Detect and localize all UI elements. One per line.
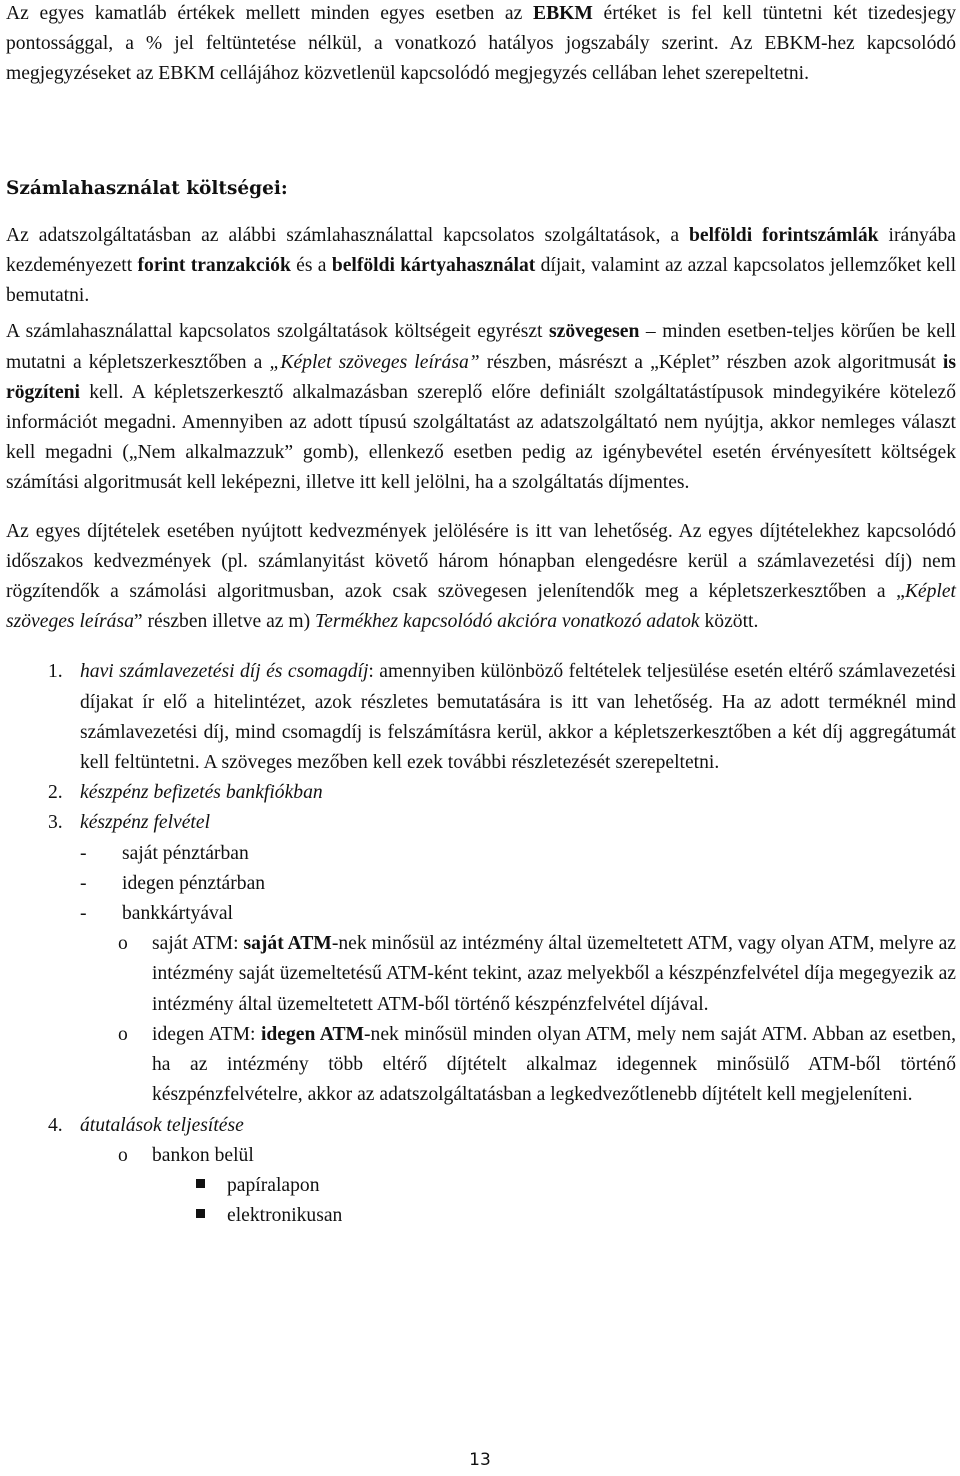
dash-item: - saját pénztárban: [80, 842, 249, 864]
paragraph-discounts: Az egyes díjtételek esetében nyújtott kedvezmények jelölésére is itt van lehetőség. Az egyes díjtételekhez kapcsolódó időszakos kedvezmények (pl. számlanyitást követő három hónapban elengedésre kerül a számlavezetési díj) nem rögzítendők a számolási algoritmusban, azok csak szövegesen jelenítendők meg a képletszerkesztőben a „Képlet szöveges leírása” részben illetve az m) Termékhez kapcsolódó akcióra vonatkozó adatok között.: [6, 520, 956, 633]
bullet-in-bank: o bankon belül: [118, 1144, 254, 1166]
dash-item: - idegen pénztárban: [80, 872, 266, 894]
ebkm-term: EBKM: [533, 3, 593, 24]
bullet-own-atm: o saját ATM: saját ATM-nek minősül az intézmény által üzemeltetett ATM, vagy olyan ATM, melyre az intézmény saját üzemeltetésű ATM-ként tekint, azaz melyekből a készpénzfelvétel díja megegyezik az intézmény által üzemeltetett ATM-ből történő készpénzfelvétel díjával.: [118, 933, 957, 1015]
list-item-2: 2. készpénz befizetés bankfiókban: [48, 782, 323, 804]
square-bullet-icon: [196, 1209, 205, 1218]
numbered-list: [6, 657, 956, 1231]
list-item-4: 4. átutalások teljesítése: [48, 1114, 244, 1136]
section-heading: Számlahasználat költségei:: [6, 177, 288, 199]
paragraph-intro: Az adatszolgáltatásban az alábbi számlahasználattal kapcsolatos szolgáltatások, a belföldi forintszámlák irányába kezdeményezett forint tranzakciók és a belföldi kártyahasználat díjait, valamint az azzal kapcsolatos jellemzőket kell bemutatni.: [6, 224, 957, 307]
dash-item: - bankkártyával: [80, 903, 233, 925]
list-item-1: 1. havi számlavezetési díj és csomagdíj: amennyiben különböző feltételek teljesülése esetén eltérő számlavezetési díjakat ír elő a hitelintézet, azok részletes bemutatására is itt van lehetőség. Ha az adott terméknél mind számlavezetési díj, mind csomagdíj is felszámításra kerül, akkor a képletszerkesztőben a két díj aggregátumát kell feltüntetni. A szöveges mezőben kell ezek további részletezését szerepeltetni.: [48, 661, 956, 774]
square-bullet-item: elektronikusan: [6, 1201, 956, 1231]
paragraph-ebkm: Az egyes kamatláb értékek mellett minden egyes esetben az EBKM értéket is fel kell tüntetni két tizedesjegy pontossággal, a % jel feltüntetése nélkül, a vonatkozó hatályos jogszabály szerint. Az EBKM-hez kapcsolódó megjegyzéseket az EBKM cellájához közvetlenül kapcsolódó megjegyzés cellában lehet szerepeltetni.: [6, 3, 956, 85]
square-bullet-icon: [196, 1179, 205, 1188]
square-bullet-item: papíralapon: [6, 1171, 956, 1201]
bullet-foreign-atm: o idegen ATM: idegen ATM-nek minősül minden olyan ATM, mely nem saját ATM. Abban az esetben, ha az intézmény több eltérő díjtételt alkalmaz idegennek minősülő ATM-ből történő készpénzfelvételre, akkor az adatszolgáltatásban a legkedvezőtlenebb díjtételt kell megjeleníteni.: [118, 1023, 956, 1106]
paragraph-services: A számlahasználattal kapcsolatos szolgáltatások költségeit egyrészt szövegesen – minden esetben-teljes körűen be kell mutatni a képletszerkesztőben a „Képlet szöveges leírása” részben, másrészt a „Képlet” részben azok algoritmusát is rögzíteni kell. A képletszerkesztő alkalmazásban szereplő előre definiált szolgáltatástípusok mindegyikére kötelező információt megadni. Amennyiben az adott típusú szolgáltatást az adatszolgáltató nem nyújtja, akkor nemleges választ kell megadni („Nem alkalmazzuk” gomb), ellenkező esetben pedig az igénybevétel esetén érvényesített költségek számítási algoritmusát kell leképezni, illetve itt kell jelölni, ha a szolgáltatás díjmentes.: [6, 321, 957, 494]
list-item-3: 3. készpénz felvétel: [48, 812, 211, 834]
page-content: [6, 0, 956, 1231]
page-number: 13: [469, 1450, 491, 1470]
